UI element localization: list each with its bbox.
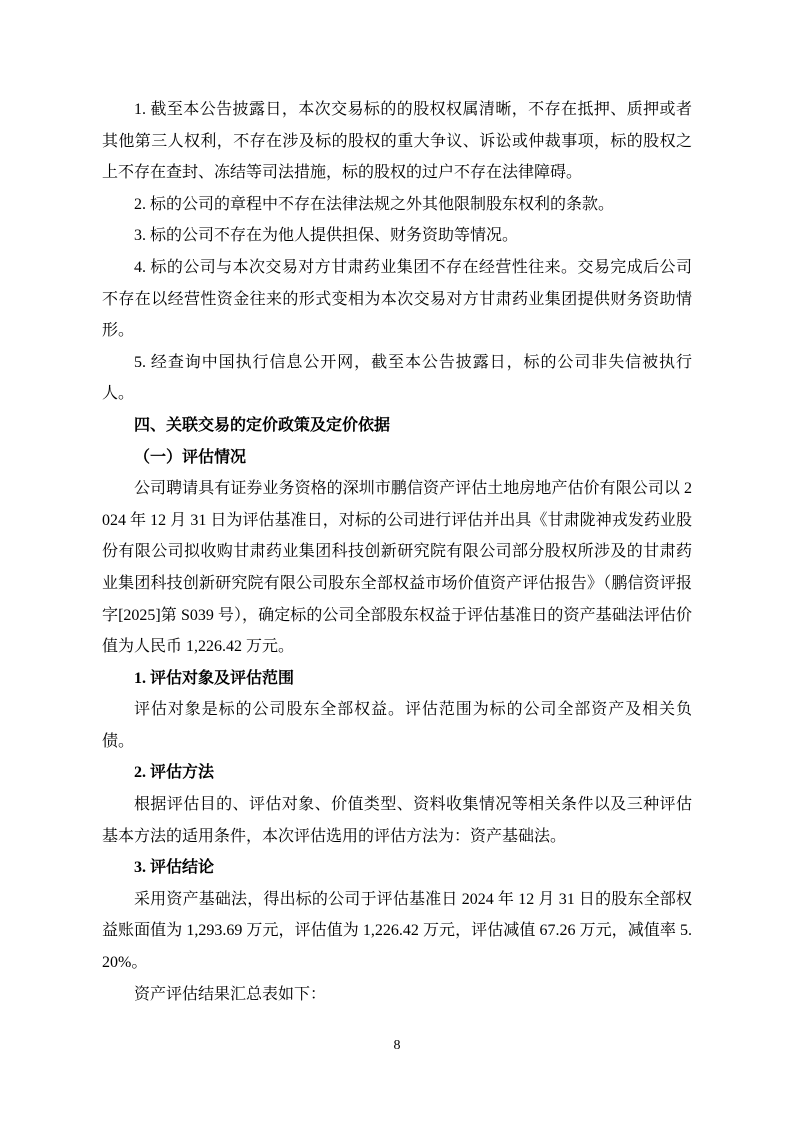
paragraph-valuation-engagement: 公司聘请具有证券业务资格的深圳市鹏信资产评估土地房地产估价有限公司以 2024 年 12 月 31 日为评估基准日，对标的公司进行评估并出具《甘肃陇神戎发药业股份有限公司拟收购甘肃药业集团科技创新研究院有限公司部分股权所涉及的甘肃药业集团科技创新研究院有限公司股东全部权益市场价值资产评估报告》（鹏信资评报字[2025]第 S039 号），确定标的公司全部股东权益于评估基准日的资产基础法评估价值为人民币 1,226.42 万元。 bbox=[102, 480, 692, 656]
paragraph-item-2: 2. 标的公司的章程中不存在法律法规之外其他限制股东权利的条款。 bbox=[134, 195, 615, 213]
sub-heading-valuation-conclusion: 3. 评估结论 bbox=[134, 859, 215, 877]
paragraph-summary-table-intro: 资产评估结果汇总表如下： bbox=[134, 985, 327, 1003]
paragraph-item-3: 3. 标的公司不存在为他人提供担保、财务资助等情况。 bbox=[134, 227, 519, 245]
paragraph-item-1: 1. 截至本公告披露日，本次交易标的的股权权属清晰，不存在抵押、质押或者其他第三人权利，不存在涉及标的股权的重大争议、诉讼或仲裁事项，标的股权之上不存在查封、冻结等司法措施，标的股权的过户不存在法律障碍。 bbox=[102, 101, 692, 182]
sub-heading-valuation-method: 2. 评估方法 bbox=[134, 764, 215, 782]
section-heading-pricing-policy: 四、关联交易的定价政策及定价依据 bbox=[134, 416, 391, 434]
page-number: 8 bbox=[393, 1038, 401, 1053]
paragraph-valuation-method: 根据评估目的、评估对象、价值类型、资料收集情况等相关条件以及三种评估基本方法的适用条件，本次评估选用的评估方法为：资产基础法。 bbox=[102, 796, 692, 845]
paragraph-item-5: 5. 经查询中国执行信息公开网，截至本公告披露日，标的公司非失信被执行人。 bbox=[102, 353, 692, 403]
section-heading-valuation-overview: （一）评估情况 bbox=[134, 448, 247, 466]
paragraph-valuation-object: 评估对象是标的公司股东全部权益。评估范围为标的公司全部资产及相关负债。 bbox=[102, 701, 692, 750]
sub-heading-valuation-object-scope: 1. 评估对象及评估范围 bbox=[134, 669, 295, 687]
paragraph-valuation-conclusion: 采用资产基础法，得出标的公司于评估基准日 2024 年 12 月 31 日的股东全部权益账面值为 1,293.69 万元，评估值为 1,226.42 万元，评估减值 67.26 万元，减值率 5.20%。 bbox=[102, 890, 692, 972]
paragraph-item-4: 4. 标的公司与本次交易对方甘肃药业集团不存在经营性往来。交易完成后公司不存在以经营性资金往来的形式变相为本次交易对方甘肃药业集团提供财务资助情形。 bbox=[102, 258, 692, 340]
